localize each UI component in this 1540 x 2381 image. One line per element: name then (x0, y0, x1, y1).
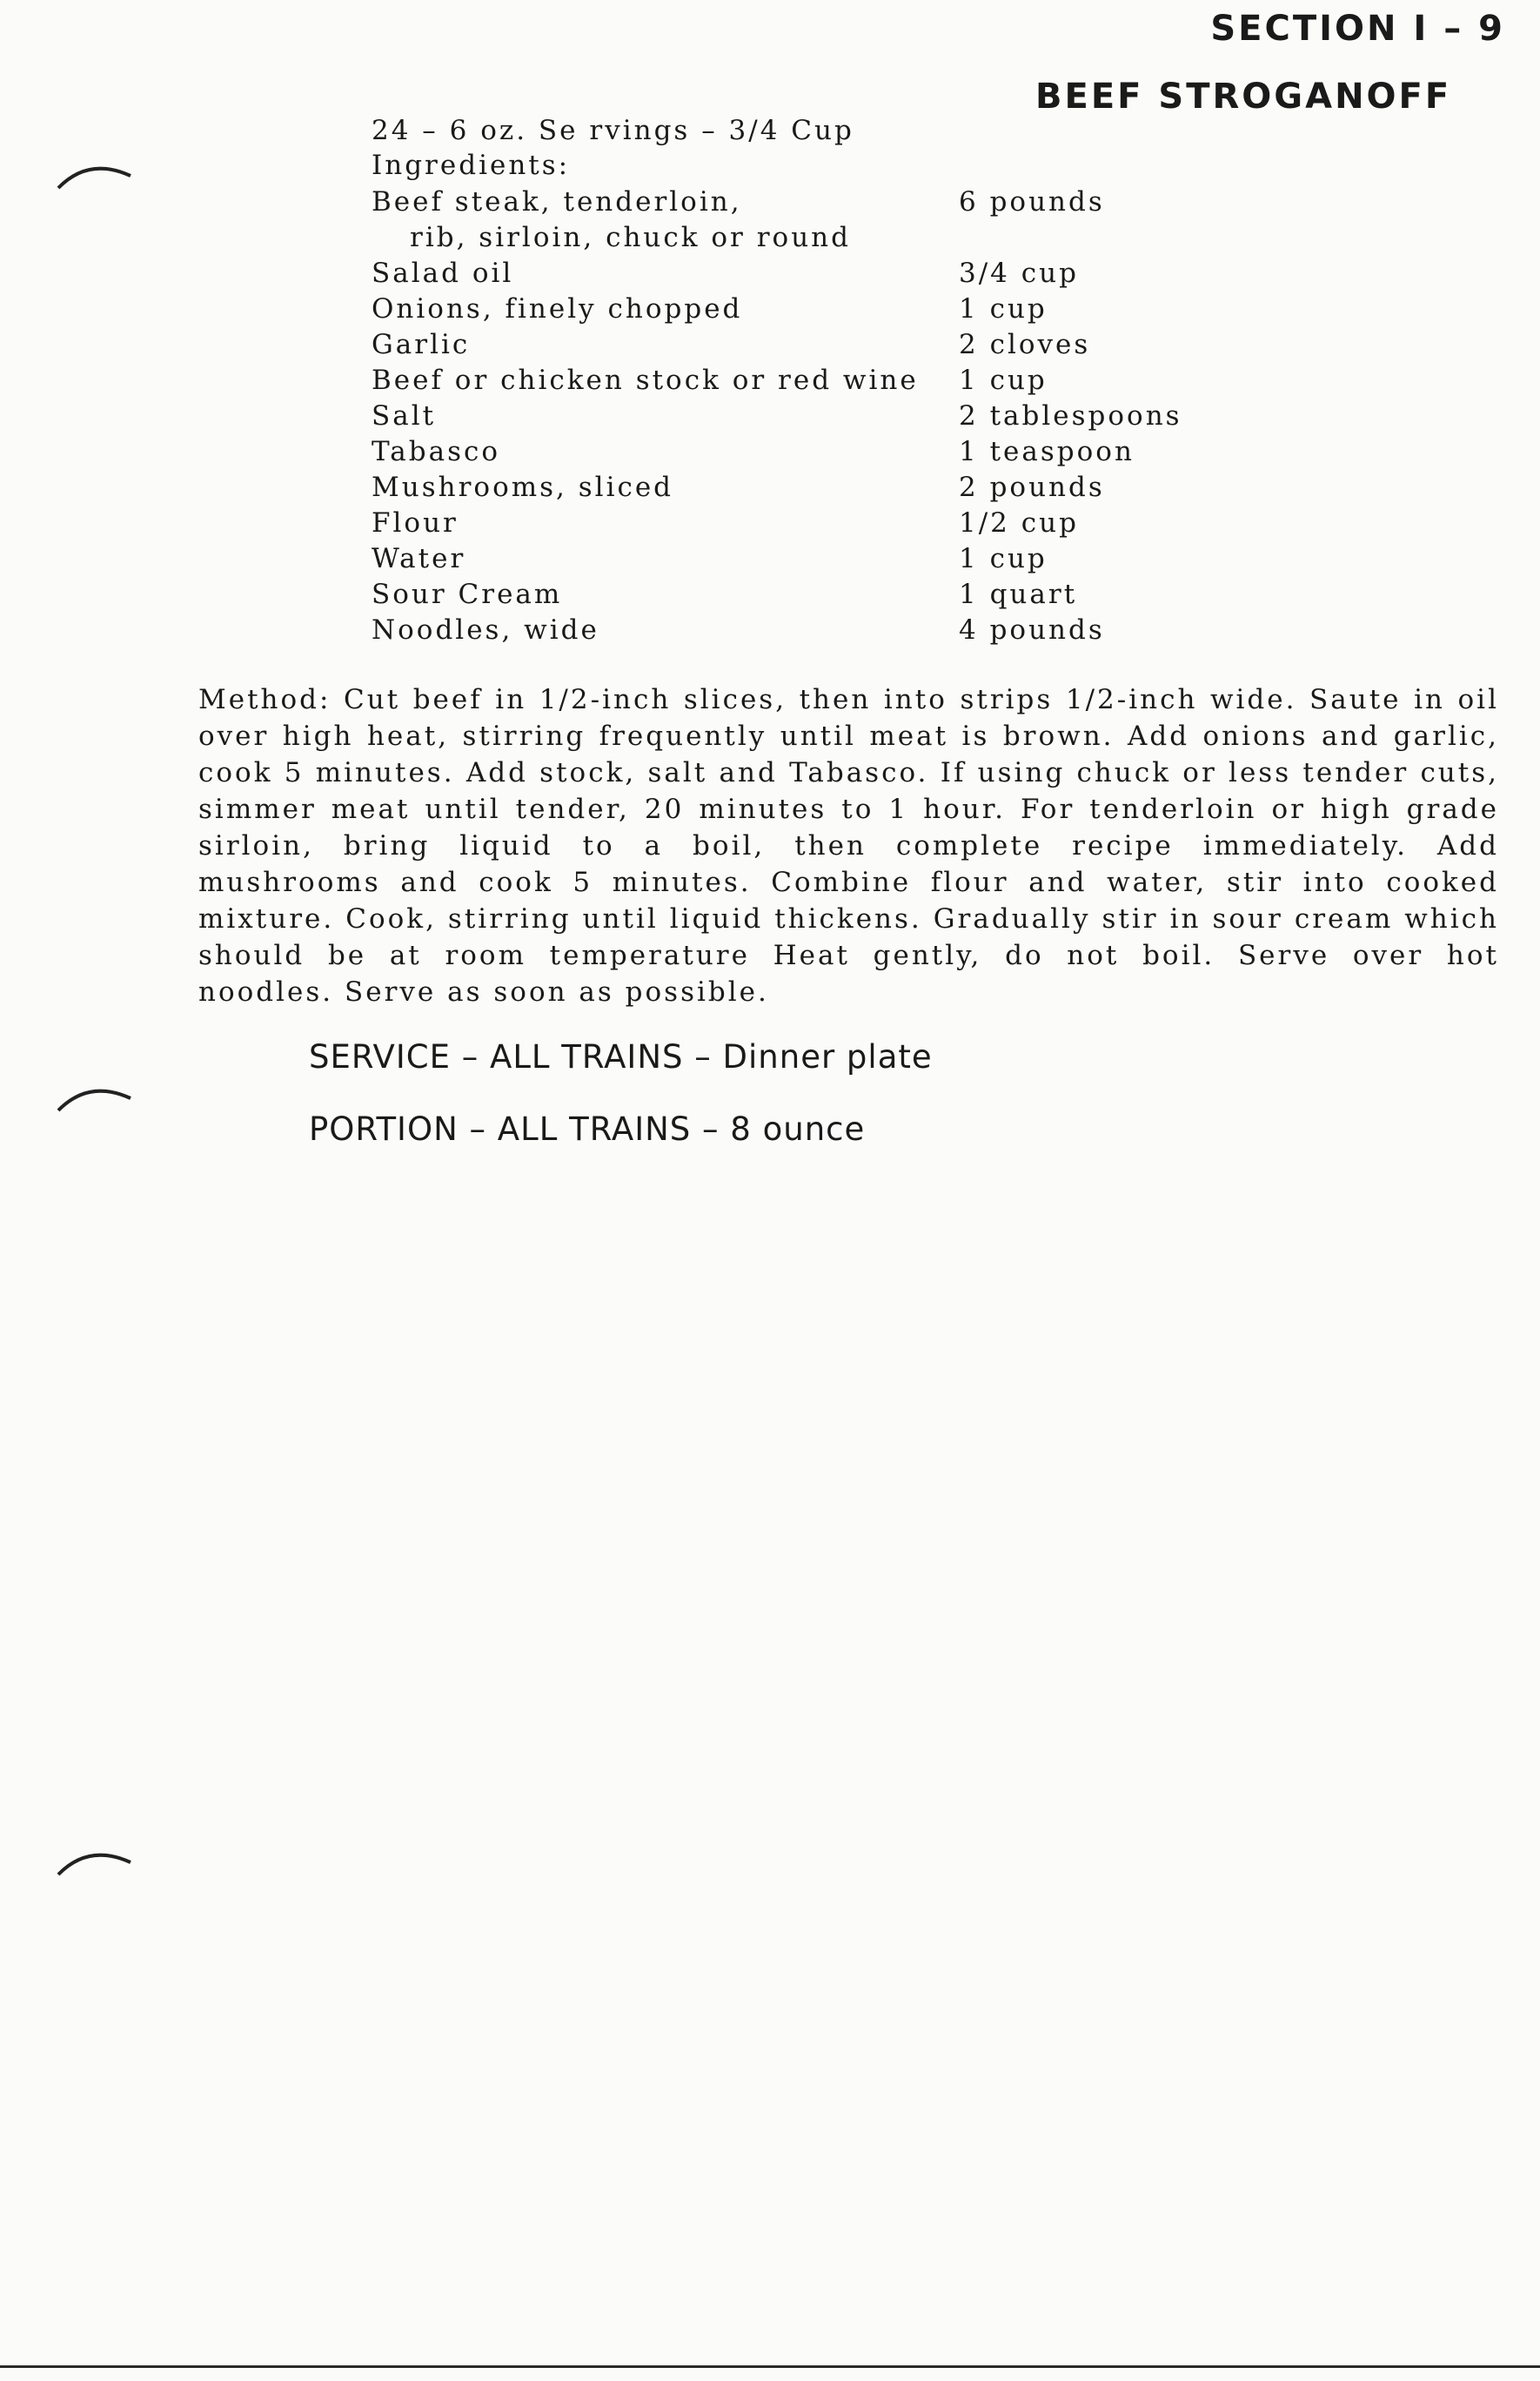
ingredient-name: Water (372, 543, 466, 574)
ingredient-qty: 2 pounds (959, 472, 1105, 503)
ingredients-list (372, 184, 1242, 648)
page-bottom-edge (0, 2365, 1540, 2368)
ingredient-row (372, 506, 1242, 541)
ingredient-name: Beef steak, tenderloin, (372, 186, 742, 218)
binder-hole-mark-middle (54, 1079, 137, 1114)
ingredient-name: Onions, finely chopped (372, 293, 743, 325)
ingredient-qty: 6 pounds (959, 186, 1105, 218)
method-paragraph: Method: Cut beef in 1/2-inch slices, then into strips 1/2-inch wide. Saute in oil over high heat, stirring frequently until meat is brown. Add onions and garlic, cook 5 minutes. Add stock, salt and Tabasco. If using chuck or less tender cuts, simmer meat until tender, 20 minutes to 1 hour. For tenderloin or high grade sirloin, bring liquid to a boil, then complete recipe immediately. Add mushrooms and cook 5 minutes. Combine flour and water, stir into cooked mixture. Cook, stirring until liquid thickens. Gradually stir in sour cream which should be at room temperature Heat gently, do not boil. Serve over hot noodles. Serve as soon as possible. (198, 684, 1499, 1008)
ingredient-qty: 1 cup (959, 543, 1048, 574)
ingredient-qty: 2 tablespoons (959, 400, 1182, 432)
ingredient-name: Salt (372, 400, 437, 432)
ingredient-row (372, 184, 1242, 256)
portion-line: PORTION – ALL TRAINS – 8 ounce (309, 1110, 866, 1148)
ingredient-qty: 3/4 cup (959, 258, 1079, 289)
ingredient-qty: 1/2 cup (959, 507, 1079, 539)
ingredient-name-continued: rib, sirloin, chuck or round (410, 222, 851, 253)
section-header: SECTION I – 9 (1210, 9, 1505, 49)
recipe-title: BEEF STROGANOFF (1035, 77, 1452, 117)
ingredient-qty: 1 cup (959, 293, 1048, 325)
ingredient-row (372, 613, 1242, 648)
ingredient-name: Tabasco (372, 436, 501, 467)
service-line: SERVICE – ALL TRAINS – Dinner plate (309, 1038, 933, 1076)
ingredient-row (372, 399, 1242, 434)
ingredient-qty: 1 quart (959, 579, 1078, 610)
ingredient-name: Flour (372, 507, 459, 539)
recipe-yield: 24 – 6 oz. Se rvings – 3/4 Cup (372, 115, 854, 146)
ingredient-name: Salad oil (372, 258, 514, 289)
ingredient-row (372, 577, 1242, 613)
ingredient-name: Mushrooms, sliced (372, 472, 674, 503)
ingredient-row (372, 292, 1242, 327)
binder-hole-mark-top (54, 157, 137, 191)
ingredients-label: Ingredients: (372, 150, 571, 181)
ingredient-row (372, 434, 1242, 470)
binder-hole-mark-bottom (54, 1843, 137, 1878)
ingredient-row (372, 541, 1242, 577)
ingredient-qty: 1 teaspoon (959, 436, 1135, 467)
ingredient-row (372, 256, 1242, 292)
ingredient-row (372, 363, 1242, 399)
ingredient-row (372, 470, 1242, 506)
ingredient-name: Noodles, wide (372, 614, 599, 646)
ingredient-qty: 2 cloves (959, 329, 1091, 360)
ingredient-qty: 1 cup (959, 365, 1048, 396)
ingredient-qty: 4 pounds (959, 614, 1105, 646)
ingredient-row (372, 327, 1242, 363)
ingredient-name: Sour Cream (372, 579, 563, 610)
ingredient-name: Garlic (372, 329, 471, 360)
ingredient-name: Beef or chicken stock or red wine (372, 365, 919, 396)
